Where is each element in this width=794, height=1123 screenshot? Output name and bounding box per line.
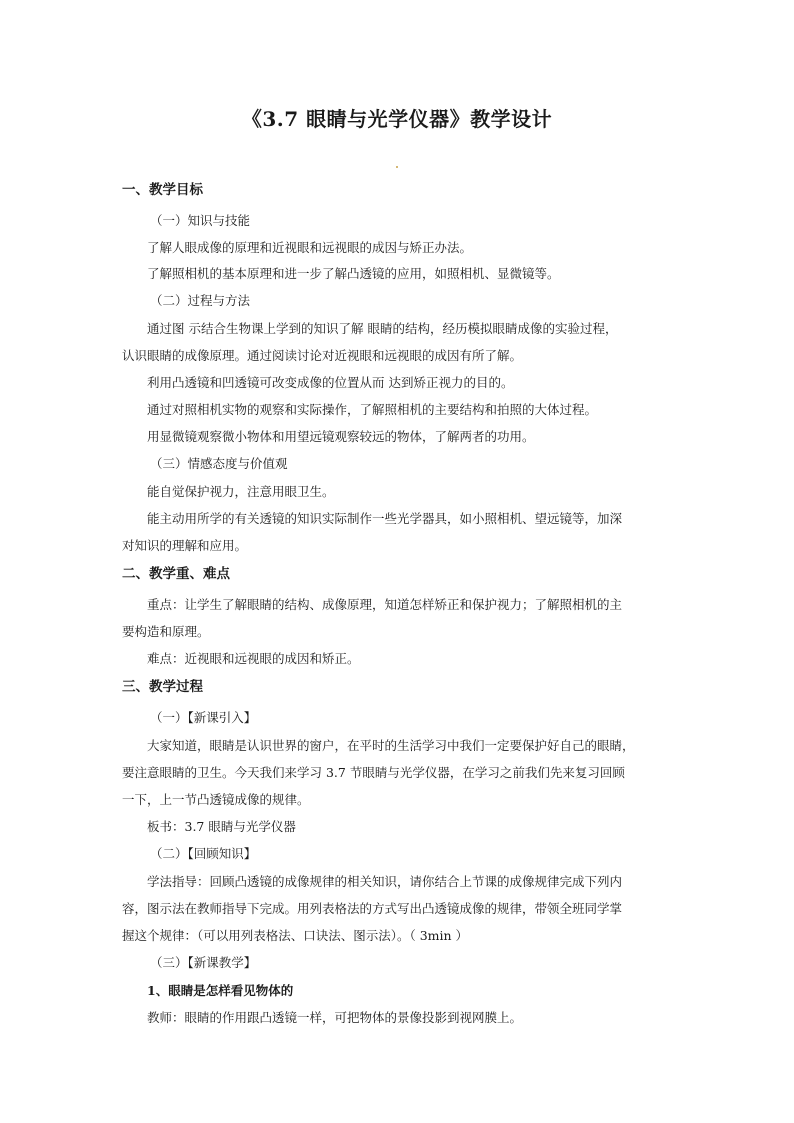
paragraph: 用显微镜观察微小物体和用望远镜观察较远的物体，了解两者的功用。 [147,429,535,444]
paragraph: 学法指导：回顾凸透镜的成像规律的相关知识，请你结合上节课的成像规律完成下列内 [147,874,623,889]
subheading-process: （二）过程与方法 [150,293,251,308]
section-heading-process: 三、教学过程 [122,679,203,695]
paragraph-continuation: 要构造和原理。 [122,624,210,639]
paragraph-continuation: 要注意眼睛的卫生。今天我们来学习 3.7 节眼睛与光学仪器，在学习之前我们先来复习回顾 [122,765,625,780]
subheading-review: （二）【回顾知识】 [150,846,257,861]
subheading-attitude: （三）情感态度与价值观 [150,456,288,471]
paragraph: 通过对照相机实物的观察和实际操作，了解照相机的主要结构和拍照的大体过程。 [147,402,598,417]
paragraph: 利用凸透镜和凹透镜可改变成像的位置从而 达到矫正视力的目的。 [147,375,514,390]
paragraph-continuation: 对知识的理解和应用。 [122,538,248,553]
paragraph-continuation: 一下，上一节凸透镜成像的规律。 [122,792,310,807]
section-heading-objectives: 一、教学目标 [122,182,203,198]
paragraph: 了解人眼成像的原理和近视眼和远视眼的成因与矫正办法。 [147,240,473,255]
paragraph: 通过图 示结合生物课上学到的知识了解 眼睛的结构，经历模拟眼睛成像的实验过程， [147,321,618,336]
paragraph: 难点：近视眼和远视眼的成因和矫正。 [147,651,360,666]
paragraph-continuation: 容，图示法在教师指导下完成。用列表格法的方式写出凸透镜成像的规律，带领全班同学掌 [122,901,623,916]
paragraph: 了解照相机的基本原理和进一步了解凸透镜的应用，如照相机、显微镜等。 [147,266,560,281]
paragraph-continuation: 握这个规律：（可以用列表格法、口诀法、图示法）。（ 3min ） [122,928,469,943]
section-heading-key-points: 二、教学重、难点 [122,566,230,582]
paragraph-continuation: 认识眼睛的成像原理。通过阅读讨论对近视眼和远视眼的成因有所了解。 [122,348,523,363]
document-title: 《3.7 眼睛与光学仪器》教学设计 [241,107,553,131]
paragraph: 大家知道，眼睛是认识世界的窗户，在平时的生活学习中我们一定要保护好自己的眼睛， [147,738,635,753]
subheading-intro: （一）【新课引入】 [150,710,257,725]
subheading-knowledge: （一）知识与技能 [150,213,251,228]
paragraph: 重点：让学生了解眼睛的结构、成像原理，知道怎样矫正和保护视力；了解照相机的主 [147,597,623,612]
paragraph: 能自觉保护视力，注意用眼卫生。 [147,484,335,499]
paragraph: 板书：3.7 眼睛与光学仪器 [147,819,296,834]
paragraph: 能主动用所学的有关透镜的知识实际制作一些光学器具，如小照相机、望远镜等，加深 [147,511,623,526]
numbered-subheading: 1、眼睛是怎样看见物体的 [147,983,294,998]
subheading-new-lesson: （三）【新课教学】 [150,955,257,970]
decorative-dot [396,166,398,168]
paragraph: 教师：眼睛的作用跟凸透镜一样，可把物体的景像投影到视网膜上。 [147,1010,523,1025]
